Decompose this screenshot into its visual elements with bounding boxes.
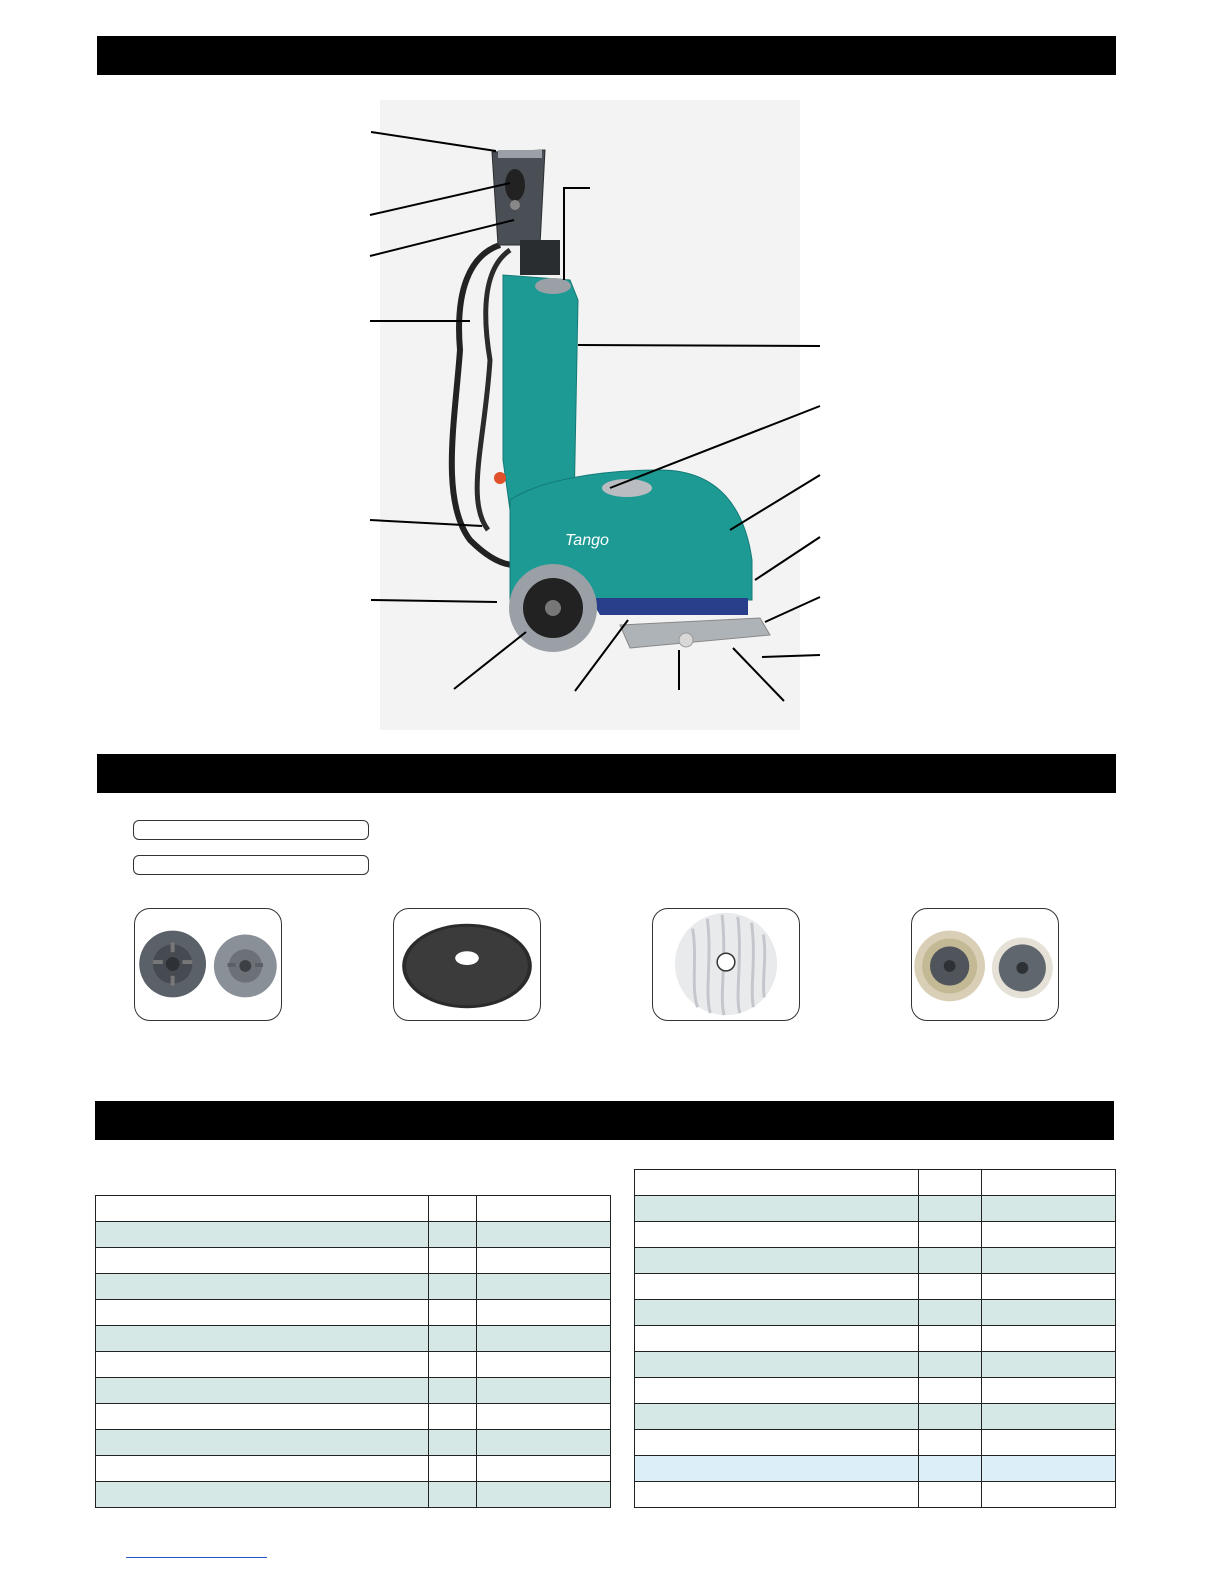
table-row bbox=[635, 1170, 1116, 1196]
black-pad-icon bbox=[394, 909, 540, 1020]
spec-label-cell bbox=[635, 1196, 919, 1222]
accessory-option-pill-1 bbox=[133, 820, 369, 840]
spec-table-left bbox=[95, 1195, 611, 1508]
wheel-center bbox=[545, 600, 561, 616]
spec-unit-cell bbox=[429, 1222, 477, 1248]
spec-value-cell bbox=[477, 1352, 611, 1378]
spec-value-cell bbox=[477, 1378, 611, 1404]
spec-unit-cell bbox=[429, 1378, 477, 1404]
table-row bbox=[635, 1300, 1116, 1326]
squeegee-knob bbox=[679, 633, 693, 647]
spec-value-cell bbox=[982, 1300, 1116, 1326]
spec-value-cell bbox=[982, 1248, 1116, 1274]
table-row bbox=[635, 1456, 1116, 1482]
spec-value-cell bbox=[982, 1430, 1116, 1456]
table-row bbox=[96, 1248, 611, 1274]
spec-label-cell bbox=[635, 1326, 919, 1352]
spec-table-right bbox=[634, 1169, 1116, 1508]
spec-value-cell bbox=[477, 1196, 611, 1222]
spec-unit-cell bbox=[429, 1404, 477, 1430]
table-row bbox=[635, 1482, 1116, 1508]
table-row bbox=[635, 1404, 1116, 1430]
spec-unit-cell bbox=[429, 1456, 477, 1482]
machine-brand-label: Tango bbox=[565, 532, 609, 549]
spec-value-cell bbox=[982, 1482, 1116, 1508]
spec-label-cell bbox=[635, 1274, 919, 1300]
accessory-card-white-pad bbox=[652, 908, 800, 1021]
handle-lever bbox=[505, 169, 525, 201]
spec-unit-cell bbox=[919, 1404, 982, 1430]
spec-value-cell bbox=[477, 1300, 611, 1326]
table-row bbox=[635, 1274, 1116, 1300]
table-row bbox=[635, 1222, 1116, 1248]
tank-cap bbox=[535, 278, 571, 294]
spec-label-cell bbox=[96, 1352, 429, 1378]
spec-unit-cell bbox=[919, 1352, 982, 1378]
spec-label-cell bbox=[635, 1404, 919, 1430]
table-row bbox=[96, 1430, 611, 1456]
spec-unit-cell bbox=[919, 1430, 982, 1456]
spec-value-cell bbox=[982, 1352, 1116, 1378]
table-row bbox=[635, 1430, 1116, 1456]
spec-value-cell bbox=[477, 1274, 611, 1300]
table-row bbox=[96, 1482, 611, 1508]
spec-unit-cell bbox=[429, 1248, 477, 1274]
spec-unit-cell bbox=[429, 1274, 477, 1300]
table-row bbox=[96, 1456, 611, 1482]
spec-value-cell bbox=[982, 1404, 1116, 1430]
spec-value-cell bbox=[477, 1482, 611, 1508]
spec-unit-cell bbox=[919, 1274, 982, 1300]
spec-unit-cell bbox=[429, 1352, 477, 1378]
table-row bbox=[635, 1248, 1116, 1274]
accessory-card-black-pad bbox=[393, 908, 541, 1021]
spec-unit-cell bbox=[919, 1326, 982, 1352]
table-row bbox=[96, 1196, 611, 1222]
white-pad-icon bbox=[653, 909, 799, 1020]
spec-unit-cell bbox=[919, 1170, 982, 1196]
table-row bbox=[635, 1196, 1116, 1222]
squeegee bbox=[620, 618, 770, 648]
table-row bbox=[96, 1300, 611, 1326]
spec-unit-cell bbox=[919, 1196, 982, 1222]
spec-label-cell bbox=[96, 1378, 429, 1404]
spec-value-cell bbox=[982, 1196, 1116, 1222]
accessory-card-pad-holder bbox=[134, 908, 282, 1021]
spec-unit-cell bbox=[429, 1326, 477, 1352]
spec-unit-cell bbox=[429, 1300, 477, 1326]
brush-icon bbox=[912, 909, 1058, 1020]
spec-value-cell bbox=[477, 1456, 611, 1482]
spec-unit-cell bbox=[919, 1378, 982, 1404]
table-row bbox=[96, 1378, 611, 1404]
table-row bbox=[96, 1404, 611, 1430]
table-row bbox=[96, 1222, 611, 1248]
spec-label-cell bbox=[635, 1170, 919, 1196]
spec-label-cell bbox=[96, 1482, 429, 1508]
spec-label-cell bbox=[96, 1248, 429, 1274]
table-row bbox=[635, 1352, 1116, 1378]
spec-unit-cell bbox=[919, 1248, 982, 1274]
accessory-card-brush bbox=[911, 908, 1059, 1021]
spec-label-cell bbox=[635, 1222, 919, 1248]
handle-button bbox=[510, 200, 520, 210]
spec-value-cell bbox=[982, 1222, 1116, 1248]
spec-label-cell bbox=[635, 1430, 919, 1456]
handle-top bbox=[498, 150, 542, 158]
spec-value-cell bbox=[477, 1222, 611, 1248]
spec-label-cell bbox=[96, 1404, 429, 1430]
spec-value-cell bbox=[477, 1430, 611, 1456]
footer-link-underline[interactable] bbox=[126, 1557, 267, 1558]
spec-value-cell bbox=[477, 1248, 611, 1274]
spec-label-cell bbox=[635, 1456, 919, 1482]
spec-label-cell bbox=[635, 1482, 919, 1508]
spec-unit-cell bbox=[919, 1300, 982, 1326]
spec-label-cell bbox=[96, 1274, 429, 1300]
spec-unit-cell bbox=[919, 1456, 982, 1482]
spec-value-cell bbox=[982, 1378, 1116, 1404]
table-row bbox=[96, 1352, 611, 1378]
spec-label-cell bbox=[96, 1222, 429, 1248]
table-row bbox=[96, 1326, 611, 1352]
machine-base-plate bbox=[590, 598, 748, 615]
spec-label-cell bbox=[96, 1196, 429, 1222]
table-row bbox=[635, 1326, 1116, 1352]
section-header-bar-specifications bbox=[95, 1101, 1114, 1140]
spec-label-cell bbox=[96, 1456, 429, 1482]
spec-label-cell bbox=[96, 1300, 429, 1326]
machine-illustration bbox=[0, 0, 1224, 760]
spec-label-cell bbox=[96, 1326, 429, 1352]
clean-water-tank bbox=[503, 275, 578, 510]
pad-holder-icon bbox=[135, 909, 281, 1020]
spec-label-cell bbox=[635, 1378, 919, 1404]
spec-unit-cell bbox=[429, 1196, 477, 1222]
spec-unit-cell bbox=[919, 1222, 982, 1248]
column-joint bbox=[520, 240, 560, 275]
spec-value-cell bbox=[477, 1326, 611, 1352]
spec-value-cell bbox=[982, 1326, 1116, 1352]
spec-label-cell bbox=[96, 1430, 429, 1456]
table-row bbox=[96, 1274, 611, 1300]
spec-label-cell bbox=[635, 1352, 919, 1378]
spec-unit-cell bbox=[429, 1430, 477, 1456]
spec-label-cell bbox=[635, 1300, 919, 1326]
spec-label-cell bbox=[635, 1248, 919, 1274]
red-knob bbox=[494, 472, 506, 484]
spec-unit-cell bbox=[919, 1482, 982, 1508]
spec-value-cell bbox=[982, 1456, 1116, 1482]
table-row bbox=[635, 1378, 1116, 1404]
accessory-option-pill-2 bbox=[133, 855, 369, 875]
spec-value-cell bbox=[477, 1404, 611, 1430]
spec-value-cell bbox=[982, 1274, 1116, 1300]
spec-unit-cell bbox=[429, 1482, 477, 1508]
spec-value-cell bbox=[982, 1170, 1116, 1196]
